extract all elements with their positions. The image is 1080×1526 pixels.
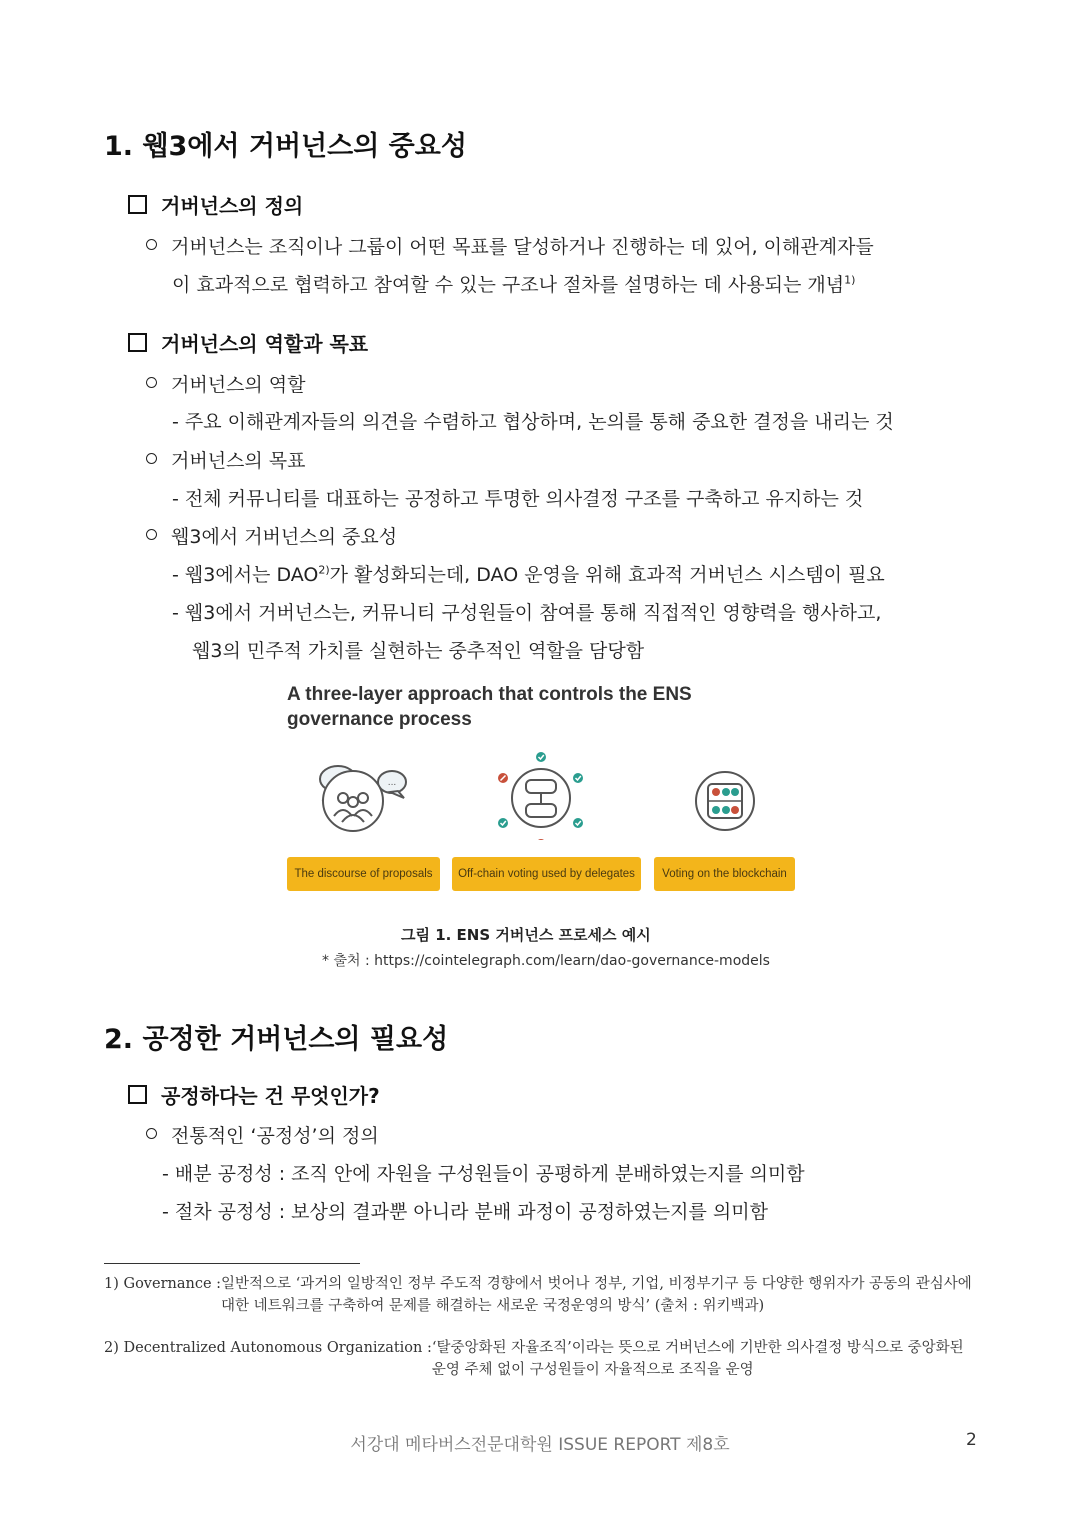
section2-heading: 2. 공정한 거버넌스의 필요성 [104,1024,449,1055]
bullet-traditional-fairness: 전통적인 ‘공정성’의 정의 [146,1121,379,1148]
layer-label-offchain: Off-chain voting used by delegates [452,857,641,891]
footnote-1-term: 1) Governance : [104,1276,222,1292]
delegate-voting-icon [498,752,583,840]
footnote-ref-2[interactable]: 2) [318,563,330,577]
check-icon [536,752,546,762]
figure-illustration [280,740,810,840]
footnote-divider [104,1263,360,1264]
circle-bullet-icon [146,529,157,540]
check-icon [573,818,583,828]
footnote-1 [104,1273,978,1317]
definition-line-1: 거버넌스는 조직이나 그룹이 어떤 목표를 달성하거나 진행하는 데 있어, 이해관계자들 [171,236,874,258]
circle-bullet-icon [146,239,157,250]
bullet-role: 거버넌스의 역할 [146,370,306,397]
dash-distributive: - 배분 공정성 : 조직 안에 자원을 구성원들이 공평하게 분배하였는지를 의미함 [162,1163,805,1185]
footnote-1-text: 일반적으로 ‘과거의 일방적인 정부 주도적 경향에서 벗어나 정부, 기업, 비정부기구 등 다양한 행위자가 공동의 관심사에 대한 네트워크를 구축하여 문제를 해결하는 새로운 국정운영의 방식’ (출처 : 위키백과) [221,1276,972,1314]
dash-web3-b: 웹3의 민주적 가치를 실현하는 중추적인 역할을 담당함 [192,640,645,662]
bullet-goal: 거버넌스의 목표 [146,446,306,473]
figure-source: * 출처 : https://cointelegraph.com/learn/dao-governance-models [322,953,770,969]
blockchain-ballot-icon [696,772,754,830]
footnote-2-term: 2) Decentralized Autonomous Organization : [104,1340,432,1356]
dash-web3-a: - 웹3에서 거버넌스는, 커뮤니티 구성원들이 참여를 통해 직접적인 영향력을 행사하고, [172,602,882,624]
square-bullet-icon [128,195,147,214]
footnote-2-text: ‘탈중앙화된 자율조직’이라는 뜻으로 거버넌스에 기반한 의사결정 방식으로 중앙화된 운영 주체 없이 구성원들이 자율적으로 조직을 운영 [431,1340,964,1378]
reject-icon [536,839,546,840]
dash-dao: - 웹3에서는 DAO$^{2)}$가 활성화되는데, DAO 운영을 위해 효과적 거버넌스 시스템이 필요 [172,563,885,586]
circle-bullet-icon [146,1128,157,1139]
dash-procedural: - 절차 공정성 : 보상의 결과뿐 아니라 분배 과정이 공정하였는지를 의미함 [162,1201,768,1223]
figure-caption: 그림 1. ENS 거버넌스 프로세스 예시 [401,926,651,944]
subheading-definition: 거버넌스의 정의 [128,190,303,219]
check-icon [573,773,583,783]
circle-bullet-icon [146,453,157,464]
speech-bubble-right: ... [387,778,397,788]
subheading-role-goal: 거버넌스의 역할과 목표 [128,328,368,357]
page-footer-title: 서강대 메타버스전문대학원 ISSUE REPORT 제8호 [350,1435,730,1455]
discussion-group-icon [320,766,406,831]
subheading-fairness: 공정하다는 건 무엇인가? [128,1080,380,1109]
section1-heading: 1. 웹3에서 거버넌스의 중요성 [104,131,467,162]
check-icon [498,818,508,828]
dash-role: - 주요 이해관계자들의 의견을 수렴하고 협상하며, 논의를 통해 중요한 결정을 내리는 것 [172,411,894,433]
circle-bullet-icon [146,377,157,388]
square-bullet-icon [128,1085,147,1104]
layer-label-discourse: The discourse of proposals [287,857,440,891]
figure-title: A three-layer approach that controls the ENS governance process [287,684,692,730]
dash-goal: - 전체 커뮤니티를 대표하는 공정하고 투명한 의사결정 구조를 구축하고 유지하는 것 [172,488,864,510]
layer-label-onchain: Voting on the blockchain [654,857,795,891]
page-number: 2 [966,1430,977,1450]
footnote-ref-1[interactable]: 1) [844,273,856,287]
bullet-importance: 웹3에서 거버넌스의 중요성 [146,522,397,549]
bullet-definition [146,232,874,259]
footnote-2 [104,1337,978,1381]
definition-line-2: 이 효과적으로 협력하고 참여할 수 있는 구조나 절차를 설명하는 데 사용되는 개념$^{1)}$ [172,273,856,296]
square-bullet-icon [128,333,147,352]
